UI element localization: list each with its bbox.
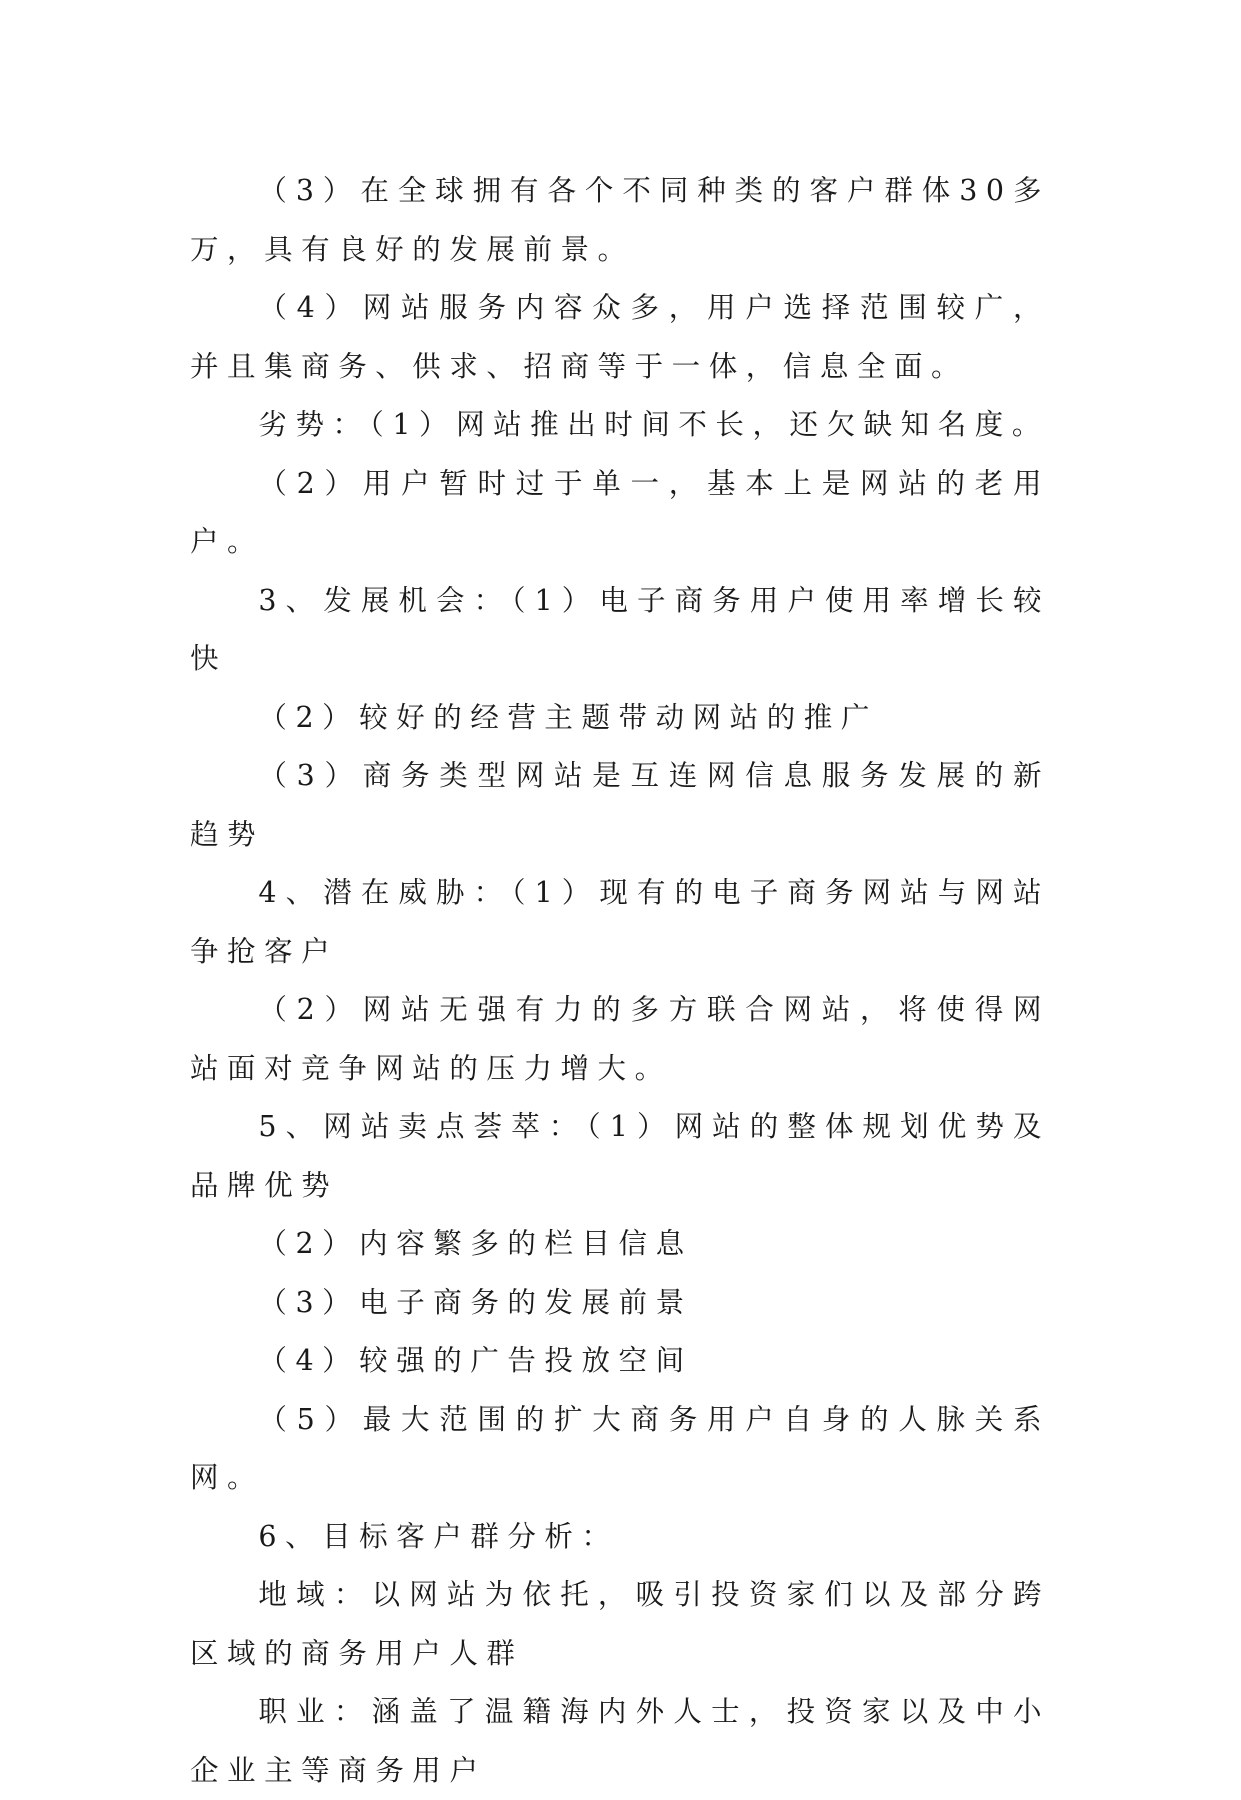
paragraph-13: （4）较强的广告投放空间 xyxy=(258,1344,693,1377)
paragraph-3: 劣势：（1）网站推出时间不长，还欠缺知名度。 xyxy=(258,408,1049,441)
paragraph-6: （2）较好的经营主题带动网站的推广 xyxy=(258,700,878,734)
paragraph-5: 3、发展机会：（1）电子商务用户使用率增长较快 xyxy=(190,583,1050,675)
paragraph-17: 职业：涵盖了温籍海内外人士，投资家以及中小企业主等商务用户 xyxy=(190,1695,1050,1787)
document-body xyxy=(190,162,1050,1800)
paragraph-9: （2）网站无强有力的多方联合网站，将使得网站面对竞争网站的压力增大。 xyxy=(190,993,1050,1085)
paragraph-14: （5）最大范围的扩大商务用户自身的人脉关系网。 xyxy=(190,1402,1050,1494)
paragraph-11: （2）内容繁多的栏目信息 xyxy=(258,1227,693,1260)
paragraph-4: （2）用户暂时过于单一，基本上是网站的老用户。 xyxy=(190,466,1050,558)
paragraph-7: （3）商务类型网站是互连网信息服务发展的新趋势 xyxy=(190,759,1050,851)
paragraph-1: （3）在全球拥有各个不同种类的客户群体30多万，具有良好的发展前景。 xyxy=(190,174,1050,266)
paragraph-10: 5、网站卖点荟萃：（1）网站的整体规划优势及品牌优势 xyxy=(190,1110,1050,1202)
paragraph-8: 4、潜在威胁：（1）现有的电子商务网站与网站争抢客户 xyxy=(190,876,1050,968)
paragraph-15: 6、目标客户群分析： xyxy=(258,1519,619,1553)
paragraph-12: （3）电子商务的发展前景 xyxy=(258,1285,693,1319)
paragraph-16: 地域：以网站为依托，吸引投资家们以及部分跨区域的商务用户人群 xyxy=(190,1578,1050,1670)
paragraph-2: （4）网站服务内容众多，用户选择范围较广，并且集商务、供求、招商等于一体，信息全面。 xyxy=(190,291,1050,383)
